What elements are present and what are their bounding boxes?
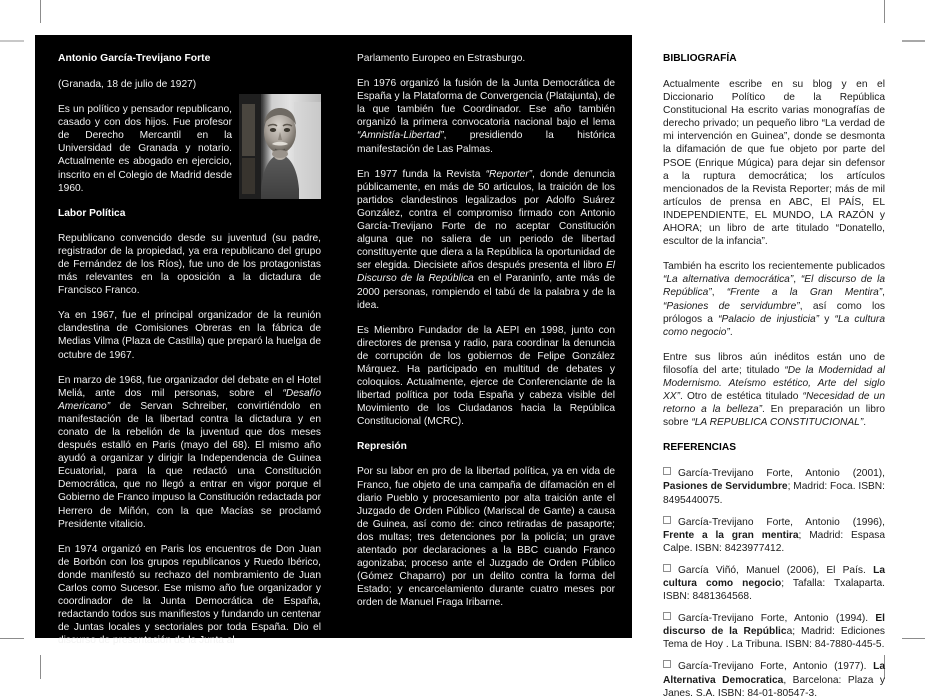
- ineditos-p2: . Otro de estética titulado: [679, 391, 803, 403]
- crop-mark-top-left-horizontal: [0, 40, 24, 42]
- portrait-image: [239, 94, 321, 199]
- missing-glyph-box-icon: [663, 516, 671, 524]
- column-political-career: [357, 52, 615, 621]
- tambien-p7: .: [729, 326, 733, 338]
- reference-item: [663, 612, 885, 651]
- ineditos-i1: “De la Modernidad al Modernismo. Ateísmo estético, Arte del siglo XX”: [663, 364, 885, 403]
- reference-title: El discurso de la Repúblic: [663, 613, 885, 638]
- missing-glyph-box-icon: [663, 467, 671, 475]
- column-bibliography: [663, 52, 885, 700]
- reference-after: , Barcelona: Plaza y Janes. S.A. ISBN: 84-01-80547-3.: [663, 674, 885, 699]
- reference-item: [663, 467, 885, 506]
- crop-mark-bottom-right-horizontal: [902, 638, 925, 639]
- reference-after: a; Madrid: Ediciones Tema de Hoy . La Tribuna. ISBN: 84-7880-445-5.: [663, 626, 885, 651]
- p1977-part1: En 1977 funda la Revista: [357, 168, 486, 180]
- reference-after: ; Madrid: Foca. ISBN: 8495440075.: [663, 481, 885, 506]
- missing-glyph-box-icon: [663, 660, 671, 668]
- section-heading-labor-politica: Labor Política: [58, 207, 126, 219]
- tambien-i6: “La cultura como negocio”: [663, 313, 885, 338]
- p1977-part2: , donde denuncia públicamente, en más de 50 articulos, la traición de los partidos clandestinos legalizados por Adolfo Suárez González, contra el compromiso firmado con Antonio García-Trevijano Forte de no aceptar Constitución alguna que no saliera de un periodo de libertad constituyente que diera a la República la oportunidad de ser elegida. Diecisiete años después presenta el libro: [357, 168, 615, 272]
- reference-before: García-Trevijano Forte, Antonio (1977).: [678, 661, 874, 673]
- tambien-p3: ,: [711, 287, 727, 299]
- reference-item: [663, 564, 885, 603]
- p1977-reporter-italic: “Reporter”: [485, 168, 533, 180]
- tambien-i5: “Palacio de injusticia”: [718, 313, 820, 325]
- paragraph-republicano: Republicano convencido desde su juventud (su padre, registrador de la propiedad, ya era republicano del grupo de Fernández de los Ríos), fue uno de los protagonistas más relevantes en la oposición a la dictadura de Francisco Franco.: [58, 232, 321, 297]
- reference-before: García-Trevijano Forte, Antonio (1996),: [678, 516, 885, 528]
- ineditos-p4: .: [863, 417, 867, 429]
- ineditos-p3: . En preparación un libro sobre: [663, 404, 886, 429]
- melia-title-italic: “Desafío Americano”: [58, 387, 321, 412]
- missing-glyph-box-icon: [663, 612, 671, 620]
- paragraph-1974: En 1974 organizó en Paris los encuentros de Don Juan de Borbón con los grupos republicanos y Ruedo Ibérico, donde manifestó su rechazo del nombramiento de Juan Carlos como Sucesor. Ese mismo año fue organizador y coordinador de la Junta Democrática de España, redactando todos sus manifiestos y fundando un centenar de Juntas locales y sectoriales por toda España. Dio el discurso de presentación de la Junta al: [58, 543, 321, 647]
- tambien-p1: También ha escrito los recientemente publicados: [663, 261, 885, 273]
- intro-block: [58, 78, 321, 207]
- paragraph-hotel-melia: [58, 374, 321, 531]
- reference-item: [663, 516, 885, 555]
- ineditos-i3: “LA REPUBLICA CONSTITUCIONAL”: [691, 417, 864, 429]
- ineditos-p1: Entre sus libros aún inéditos están uno de filosofía del arte; titulado: [663, 351, 885, 376]
- paragraph-represion: Por su labor en pro de la libertad política, ya en vida de Franco, fue objeto de una campaña de difamación en el diario Pueblo y procesamiento por alta traición ante el Juzgado de Orden Público (Mariscal de Gante) a causa de Guinea, así como de: cinco retiradas de pasaporte; dos multas; tres detenciones por la policía; un grave atentado por declaraciones a la BBC cuando Franco agonizaba; proceso ante el Juzgado de Orden Público (Gómez Chaparro) por un delito contra la forma del Estado; y encarcelamiento durante cuatro meses por orden de Manuel Fraga Iribarne.: [357, 466, 615, 609]
- reference-before: García-Trevijano Forte, Antonio (1994).: [678, 613, 876, 625]
- reference-after: ; Tafalla: Txalaparta. ISBN: 8481364568.: [663, 578, 885, 603]
- paragraph-tambien-ha-escrito: [663, 260, 885, 339]
- page-title: Antonio García-Trevijano Forte: [58, 53, 211, 64]
- missing-glyph-box-icon: [663, 564, 671, 572]
- crop-mark-top-right-horizontal: [902, 40, 925, 42]
- tambien-i2: “El discurso de la República”: [663, 274, 885, 299]
- reference-item: [663, 660, 885, 699]
- reference-title: La cultura como negocio: [663, 564, 885, 589]
- heading-bibliografia: BIBLIOGRAFÍA: [663, 53, 737, 64]
- paragraph-actualmente: Actualmente escribe en su blog y en el Diccionario Político de la República Constitucional Ha escrito varias monografías de derecho privado; un pequeño libro “La verdad de mi intervención en Guinea”, donde se desmonta la difamación de que fue objeto por parte del PSOE (Enrique Múgica) para dejar sin defensor a la ruptura democrática; los artículos mencionados de la Revista Reporter; más de mil artículos de prensa en ABC, El PAÍS, EL INDEPENDIENTE, EL MUNDO, LA RAZÓN y AHORA; un libro de arte titulado “Donatello, escultor de la infancia”.: [663, 79, 885, 248]
- paragraph-libros-ineditos: [663, 351, 885, 430]
- paragraph-1976: [357, 77, 615, 156]
- p1976-before: En 1976 organizó la fusión de la Junta Democrática de España y la Plataforma de Convergencia (Platajunta), de la que también fue Coordinador. Ese año también organizó la primera convocatoria nacional bajo el lema: [357, 78, 615, 129]
- reference-title: La Alternativa Democratica: [663, 661, 885, 686]
- reference-title: Pasiones de Servidumbre: [663, 481, 788, 493]
- tambien-p5: , así como los prólogos a: [663, 300, 885, 325]
- portrait-photo: [239, 94, 321, 199]
- birth-line: (Granada, 18 de julio de 1927): [58, 79, 197, 90]
- crop-mark-top-right-vertical: [884, 0, 885, 23]
- tambien-i3: “Frente a la Gran Mentira”: [726, 287, 883, 299]
- tambien-p4: ,: [882, 287, 886, 299]
- heading-referencias: REFERENCIAS: [663, 442, 737, 454]
- melia-text-after: de Servan Schreiber, convirtiéndolo en manifestación de la libertad contra la dictadura y en conato de la rebelión de la juventud que dos meses después estalló en Paris (mayo del 68). El mismo año ayudó a organizar y dirigir la Independencia de Guinea Ecuatorial, para la que redactó una Constitución Democrática, que no llegó a entrar en vigor porque el Gobierno de Franco impuso la Constitución redactada por Herrero de Miñón, con la que Macías se proclamó Presidente vitalicio.: [58, 400, 321, 530]
- paragraph-1967: Ya en 1967, fue el principal organizador de la reunión clandestina de Comisiones Obreras en la fábrica de Medias Vilma (Plaza de Castilla) que preparó la huelga de octubre de 1967.: [58, 310, 321, 361]
- tambien-i1: “La alternativa democrática”: [663, 274, 794, 286]
- tambien-p2: ,: [793, 274, 801, 286]
- p1977-discurso-italic: El Discurso de la República: [357, 260, 615, 285]
- reference-before: García-Trevijano Forte, Antonio (2001),: [678, 468, 885, 480]
- p1976-slogan-italic: “Amnistía-Libertad”: [357, 130, 444, 142]
- paragraph-continuation: Parlamento Europeo en Estrasburgo.: [357, 53, 526, 64]
- melia-text-before: En marzo de 1968, fue organizador del debate en el Hotel Meliá, ante dos mil personas, sobre el: [58, 374, 321, 399]
- intro-paragraph: Es un político y pensador republicano, casado y con dos hijos. Fue profesor de Derecho Mercantil en la Universidad de Granada y notario. Actualmente es abogado en ejercicio, inscrito en el Colegio de Madrid desde 1960.: [58, 104, 232, 194]
- crop-mark-bottom-left-horizontal: [0, 638, 24, 639]
- section-heading-represion: Represión: [357, 441, 407, 453]
- p1976-after: , presidiendo la histórica manifestación de Las Palmas.: [357, 130, 615, 155]
- reference-title: Frente a la gran mentira: [663, 529, 799, 541]
- paragraph-1977: [357, 168, 615, 312]
- reference-before: García Viñó, Manuel (2006), El País.: [678, 564, 874, 576]
- reference-after: ; Madrid: Espasa Calpe. ISBN: 8423977412.: [663, 529, 885, 554]
- p1977-part3: en el Paraninfo, ante más de 2000 personas, rompiendo el tabú de la palabra y de la idea.: [357, 273, 616, 311]
- ineditos-i2: “Necesidad de un retorno a la belleza”: [663, 391, 885, 416]
- tambien-i4: “Pasiones de servidumbre”: [663, 300, 800, 312]
- crop-mark-top-left-vertical: [40, 0, 41, 23]
- paragraph-aepi: Es Miembro Fundador de la AEPI en 1998, junto con directores de prensa y radio, para coordinar la denuncia de corrupción de los gobiernos de Felipe González Márquez. Ha participado en multitud de debates y coloquios. Actualmente, ejerce de Conferenciante de la libertad política por toda España y cabeza visible del Movimiento de los Ciudadanos hacia la República Constitucional (MCRC).: [357, 324, 615, 428]
- tambien-p6: y: [819, 313, 835, 325]
- column-biography: [58, 52, 321, 659]
- crop-mark-bottom-left-vertical: [40, 655, 41, 679]
